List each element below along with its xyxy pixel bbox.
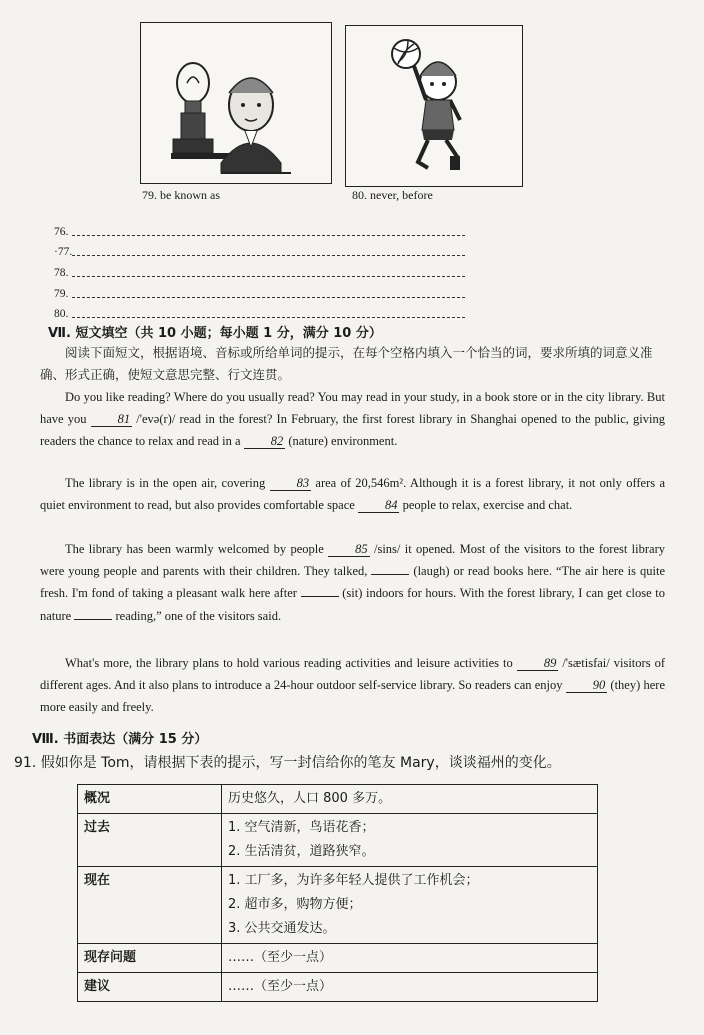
- table-key: 现存问题: [78, 944, 222, 973]
- blank-89[interactable]: 89: [517, 656, 559, 671]
- blank-87[interactable]: [301, 596, 339, 597]
- table-row: [78, 944, 598, 973]
- paragraph-1: Do you like reading? Where do you usually read? You may read in your study, in a book store or in the city library. But have you 81 /'evə(r)/ read in the forest? In February, the first forest library in Shanghai opened to the public, giving readers the chance to relax and read in a 82 (nature) environment.: [40, 390, 665, 449]
- table-item: 1. 工厂多，为许多年轻人提供了工作机会；: [228, 873, 479, 888]
- picture-79-edison: [140, 22, 332, 184]
- answer-line-number: 80.: [54, 308, 69, 320]
- table-value: [222, 944, 598, 973]
- answer-line-number: 78.: [54, 267, 69, 279]
- answer-line-78[interactable]: [40, 265, 465, 279]
- table-item: 2. 超市多，购物方便；: [228, 897, 362, 912]
- answer-line-80[interactable]: [40, 306, 465, 320]
- table-item: 1. 空气清新，鸟语花香；: [228, 820, 375, 835]
- section7-instructions: 阅读下面短文，根据语境、音标或所给单词的提示，在每个空格内填入一个恰当的词，要求所填的词意义准确、形式正确，使短文意思完整、行文连贯。: [40, 345, 653, 382]
- caption-80: 80. never, before: [352, 188, 433, 202]
- table-item: 历史悠久，人口 800 多万。: [228, 791, 392, 806]
- table-item: ……（至少一点）: [228, 950, 333, 965]
- table-row: [78, 814, 598, 867]
- section8-title: Ⅷ. 书面表达（满分 15 分）: [32, 732, 208, 747]
- blank-81[interactable]: 81: [91, 412, 133, 427]
- table-value: [222, 867, 598, 944]
- answer-line-number: 76.: [54, 226, 69, 238]
- answer-line-77[interactable]: [40, 244, 465, 258]
- paragraph-4: What's more, the library plans to hold various reading activities and leisure activities to 89 /'sætisfai/ visitors of different ages. And it also plans to introduce a 24-hour outdoor self-service library. So readers can enjoy 90 (they) here more easily and freely.: [40, 656, 665, 715]
- table-key: 建议: [78, 973, 222, 1002]
- answer-line-number: 79.: [54, 288, 69, 300]
- table-item: 2. 生活清贫，道路狭窄。: [228, 844, 375, 859]
- table-value: [222, 785, 598, 814]
- picture-80-volleyball-girl: [345, 25, 523, 187]
- answer-line-79[interactable]: [40, 286, 465, 300]
- answer-line-76[interactable]: [40, 224, 465, 238]
- table-row: [78, 973, 598, 1002]
- blank-82[interactable]: 82: [244, 434, 286, 449]
- blank-90[interactable]: 90: [566, 678, 608, 693]
- blank-88[interactable]: [74, 619, 112, 620]
- table-value: [222, 814, 598, 867]
- section7-title: Ⅶ. 短文填空（共 10 小题；每小题 1 分，满分 10 分）: [48, 326, 382, 341]
- table-row: [78, 867, 598, 944]
- blank-86[interactable]: [371, 574, 409, 575]
- table-key: 过去: [78, 814, 222, 867]
- blank-85[interactable]: 85: [328, 542, 370, 557]
- table-item: 3. 公共交通发达。: [228, 921, 336, 936]
- table-value: [222, 973, 598, 1002]
- table-item: ……（至少一点）: [228, 979, 333, 994]
- table-key: 概况: [78, 785, 222, 814]
- paragraph-2: The library is in the open air, covering 83 area of 20,546m². Although it is a forest library, it not only offers a quiet environment to read, but also provides comfortable space 84 people to relax, exercise and chat.: [40, 476, 666, 513]
- paragraph-3: The library has been warmly welcomed by people 85 /sins/ it opened. Most of the visitors to the forest library were young people and parents with their children. They talked, (laugh) or read books here. “The air here is quite fresh. I'm fond of taking a pleasant walk here after (sit) indoors for hours. With the forest library, I can get close to nature reading,” one of the visitors said.: [40, 542, 665, 623]
- caption-79: 79. be known as: [142, 188, 220, 202]
- blank-84[interactable]: 84: [358, 498, 400, 513]
- edison-bulb-icon: [141, 23, 331, 183]
- answer-line-number: ·77.: [54, 246, 73, 258]
- table-key: 现在: [78, 867, 222, 944]
- writing-task-91: 91. 假如你是 Tom，请根据下表的提示，写一封信给你的笔友 Mary，谈谈福州的变化。: [14, 755, 561, 771]
- girl-volleyball-icon: [346, 26, 522, 186]
- table-row: [78, 785, 598, 814]
- writing-prompt-table: [77, 784, 598, 1002]
- blank-83[interactable]: 83: [270, 476, 312, 491]
